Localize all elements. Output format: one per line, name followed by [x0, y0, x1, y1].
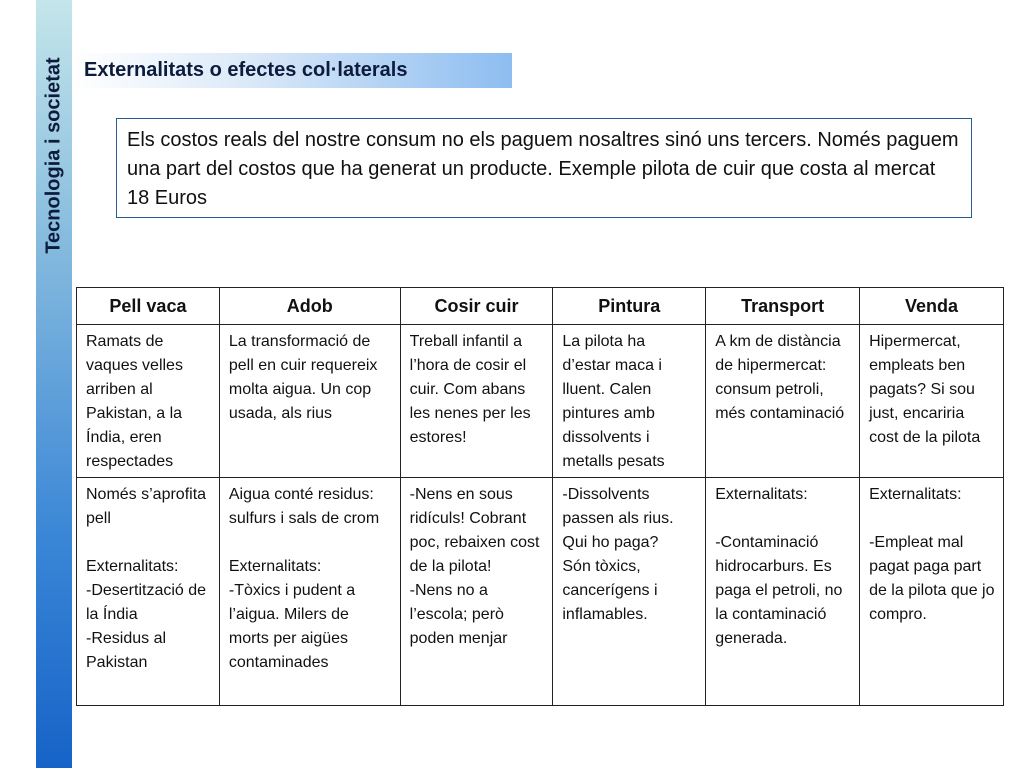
table-cell: Treball infantil a l’hora de cosir el cuir. Com abans les nenes per les estores! [400, 325, 553, 478]
column-header: Pell vaca [77, 288, 220, 325]
table-cell: Hipermercat, empleats ben pagats? Si sou just, encariria cost de la pilota [860, 325, 1004, 478]
slide-title: Externalitats o efectes col·laterals [84, 59, 408, 81]
table-header-row [77, 288, 1004, 325]
table-cell: Ramats de vaques velles arriben al Pakistan, a la Índia, eren respectades [77, 325, 220, 478]
table-cell: Externalitats: -Empleat mal pagat paga part de la pilota que jo compro. [860, 478, 1004, 706]
table-row [77, 325, 1004, 478]
column-header: Venda [860, 288, 1004, 325]
side-bar [36, 0, 72, 768]
table-cell: Només s’aprofita pell Externalitats: -Desertització de la Índia -Residus al Pakistan [77, 478, 220, 706]
column-header: Pintura [553, 288, 706, 325]
side-title: Tecnologia i societat [42, 56, 65, 254]
table-cell: Aigua conté residus: sulfurs i sals de crom Externalitats: -Tòxics i pudent a l’aigua. Milers de morts per aigües contaminades [219, 478, 400, 706]
side-title-wrap [36, 0, 72, 310]
column-header: Adob [219, 288, 400, 325]
table-cell: La pilota ha d’estar maca i lluent. Calen pintures amb dissolvents i metalls pesats [553, 325, 706, 478]
title-bar [72, 53, 512, 88]
intro-text: Els costos reals del nostre consum no els paguem nosaltres sinó uns tercers. Només paguem una part del costos que ha generat un producte. Exemple pilota de cuir que costa al mercat 18 Euros [127, 129, 959, 209]
intro-box [116, 118, 972, 218]
table-row [77, 478, 1004, 706]
column-header: Cosir cuir [400, 288, 553, 325]
table-cell: A km de distància de hipermercat: consum petroli, més contaminació [706, 325, 860, 478]
column-header: Transport [706, 288, 860, 325]
externalities-table [76, 287, 1004, 706]
table-cell: Externalitats: -Contaminació hidrocarburs. Es paga el petroli, no la contaminació generada. [706, 478, 860, 706]
table-cell: -Nens en sous ridículs! Cobrant poc, rebaixen cost de la pilota! -Nens no a l’escola; però poden menjar [400, 478, 553, 706]
table-cell: -Dissolvents passen als rius. Qui ho paga? Són tòxics, cancerígens i inflamables. [553, 478, 706, 706]
table-cell: La transformació de pell en cuir requereix molta aigua. Un cop usada, als rius [219, 325, 400, 478]
